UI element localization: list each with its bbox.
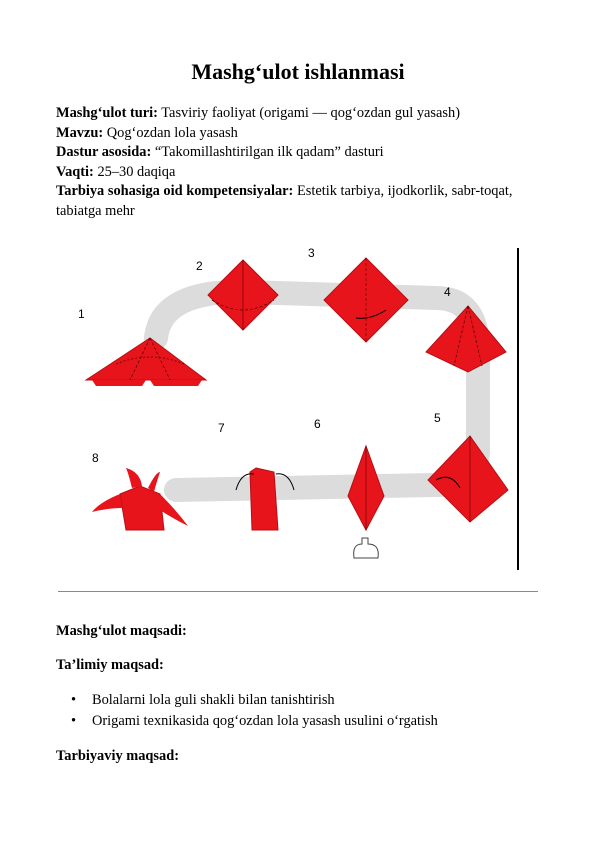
educational-goal-list bbox=[56, 690, 438, 732]
meta-program bbox=[56, 143, 546, 163]
step-number: 6 bbox=[314, 417, 321, 431]
list-item-text: Bolalarni lola guli shakli bilan tanishtirish bbox=[92, 692, 335, 708]
bullet: • bbox=[71, 692, 77, 708]
step-number: 7 bbox=[218, 421, 225, 435]
step-2-figure bbox=[208, 260, 278, 330]
diagram-path bbox=[156, 292, 478, 490]
meta-competencies bbox=[56, 182, 546, 221]
meta-topic-value: Qog‘ozdan lola yasash bbox=[103, 124, 238, 141]
origami-tulip-diagram bbox=[56, 240, 526, 580]
step-number: 1 bbox=[78, 307, 85, 321]
section-goal: Mashg‘ulot maqsadi: bbox=[56, 623, 187, 639]
step-1-figure bbox=[86, 338, 206, 386]
meta-time-label: Vaqti: bbox=[56, 163, 94, 180]
lesson-meta bbox=[56, 104, 546, 221]
meta-time-value: 25–30 daqiqa bbox=[93, 163, 176, 180]
step-number: 2 bbox=[196, 259, 203, 273]
step-number: 4 bbox=[444, 285, 451, 299]
step-5-figure bbox=[428, 436, 508, 522]
meta-type bbox=[56, 104, 546, 124]
step-number: 3 bbox=[308, 246, 315, 260]
page-title: Mashg‘ulot ishlanmasi bbox=[191, 59, 405, 84]
meta-time bbox=[56, 163, 546, 183]
list-item-text: Origami texnikasida qog‘ozdan lola yasash usulini o‘rgatish bbox=[92, 713, 438, 729]
meta-competencies-label: Tarbiya sohasiga oid kompetensiyalar: bbox=[56, 183, 294, 199]
section-divider bbox=[58, 591, 538, 592]
bullet: • bbox=[71, 713, 77, 729]
step-number: 5 bbox=[434, 411, 441, 425]
step-6-figure bbox=[348, 446, 384, 558]
meta-program-value: “Takomillashtirilgan ilk qadam” dasturi bbox=[151, 144, 384, 160]
section-upbringing-goal: Tarbiyaviy maqsad: bbox=[56, 748, 180, 764]
meta-topic-label: Mavzu: bbox=[56, 124, 104, 141]
meta-competencies-value: Estetik tarbiya, ijodkorlik, sabr-toqat, tabiatga mehr bbox=[56, 183, 513, 219]
meta-type-label: Mashg‘ulot turi: bbox=[56, 105, 158, 121]
step-3-figure bbox=[324, 258, 408, 342]
list-item bbox=[56, 711, 438, 732]
meta-type-value: Tasviriy faoliyat (origami — qog‘ozdan gul yasash) bbox=[157, 105, 460, 121]
section-educational-goal: Ta’limiy maqsad: bbox=[56, 657, 164, 673]
step-4-figure bbox=[426, 306, 506, 372]
meta-topic bbox=[56, 124, 546, 144]
step-number: 8 bbox=[92, 451, 99, 465]
meta-program-label: Dastur asosida: bbox=[56, 144, 152, 160]
list-item bbox=[56, 690, 438, 711]
